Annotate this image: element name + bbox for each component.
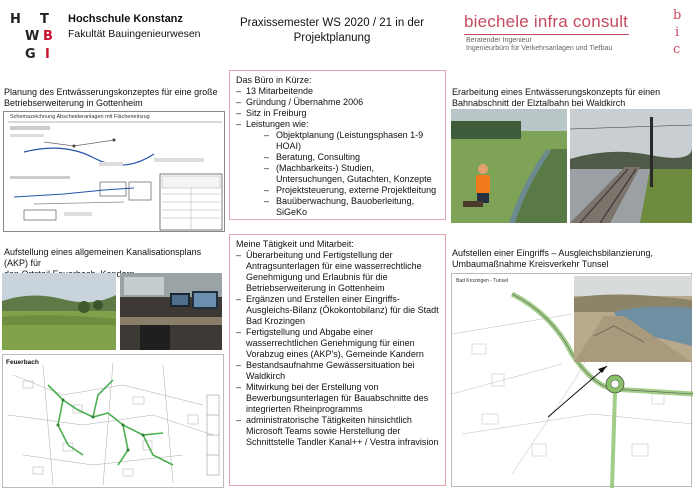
drainage-scheme-plan <box>3 111 225 232</box>
htwg-logo <box>10 12 58 64</box>
list-item: – (Machbarkeits-) Studien, Untersuchungen, Gutachten, Konzepte <box>264 163 439 185</box>
brand-divider <box>464 34 629 35</box>
list-item: – Objektplanung (Leistungsphasen 1-9 HOAI) <box>264 130 439 152</box>
list-item: – Bestandsaufnahme Gewässersituation bei Waldkirch <box>236 360 439 382</box>
my-work-box <box>229 234 446 486</box>
office-photo <box>120 273 222 350</box>
brand-name: biechele infra consult <box>464 12 629 31</box>
page-title <box>232 16 432 46</box>
list-item: – administratorische Tätigkeiten hinsichtlich Microsoft Teams sowie Herstellung der Schnittstelle Tandler Kanal++ / Vestra infravision <box>236 415 439 448</box>
list-item: – Beratung, Consulting <box>264 152 439 163</box>
logo-letter-g: G <box>25 47 36 62</box>
caption-elztalbahn <box>452 87 692 109</box>
office-image <box>120 273 222 350</box>
meadow-photo <box>574 276 692 362</box>
list-item: – Bauüberwachung, Bauoberleitung, SiGeKo <box>264 196 439 218</box>
caption-tunsel <box>452 248 692 270</box>
caption-tunsel-line1: Aufstellen einer Eingriffs – Ausgleichsbilanzierung, <box>452 248 653 258</box>
office-summary-title: Das Büro in Kürze: <box>236 75 312 85</box>
landscape-photo <box>2 273 116 350</box>
railway-photo <box>570 109 692 223</box>
list-item: – 13 Mitarbeitende <box>236 86 439 97</box>
my-work-list <box>236 250 439 448</box>
logo-letter-b: B <box>43 29 53 44</box>
railway-image <box>570 109 692 223</box>
bic-letter-b: b <box>673 8 682 23</box>
landscape-image <box>2 273 116 350</box>
school-name: Hochschule Konstanz <box>68 13 183 25</box>
bic-letter-c: c <box>673 42 681 57</box>
caption-gottenheim <box>4 87 226 109</box>
list-item: – Fertigstellung und Abgabe einer wasserrechtlichen Genehmigung für einen Vorabzug eines (AKP's), Gemeinde Kandern <box>236 327 439 360</box>
my-work-title: Meine Tätigkeit und Mitarbeit: <box>236 239 354 249</box>
caption-feuerbach-line1: Aufstellung eines allgemeinen Kanalisationsplans (AKP) für <box>4 247 202 268</box>
plan-label-tunsel: Bad Krozingen - Tunsel <box>456 278 508 284</box>
office-facts-list <box>236 86 439 130</box>
caption-elztalbahn-line1: Erarbeitung eines Entwässerungskonzepts für einen <box>452 87 661 97</box>
sewer-network-drawing <box>3 355 225 489</box>
list-item: – Gründung / Übernahme 2006 <box>236 97 439 108</box>
title-line-2: Projektplanung <box>293 32 371 44</box>
caption-gottenheim-line2: Betriebserweiterung in Gottenheim <box>4 98 143 108</box>
bic-logo-mark <box>670 8 688 62</box>
logo-letter-w: W <box>25 29 40 44</box>
brand-subtitle-1: Beratender Ingenieur <box>466 37 532 44</box>
list-item: – Sitz in Freiburg <box>236 108 439 119</box>
logo-letter-h: H <box>10 12 21 27</box>
field-survey-image <box>451 109 567 223</box>
list-item: – Mitwirkung bei der Erstellung von Bewerbungsunterlagen für Bauabschnitte des integrierten Rheinprogramms <box>236 382 439 415</box>
brand-subtitle-2: Ingenieurbüro für Verkehrsanlagen und Tiefbau <box>466 45 613 52</box>
title-line-1: Praxissemester WS 2020 / 21 in der <box>239 17 425 29</box>
roundabout-plan <box>451 273 692 487</box>
office-summary-box <box>229 70 446 220</box>
field-survey-photo <box>451 109 567 223</box>
logo-letter-t: T <box>40 12 49 27</box>
scheme-drawing <box>4 112 226 233</box>
caption-tunsel-line2: Umbaumaßnahme Kreisverkehr Tunsel <box>452 259 609 269</box>
caption-feuerbach-line2: Kandern <box>100 269 135 279</box>
services-list <box>264 130 439 218</box>
plan-title: Schemazeichnung Abscheideranlagen mit Flächeneinzug <box>10 114 150 120</box>
map-label-feuerbach: Feuerbach <box>6 359 39 366</box>
logo-letter-i: I <box>45 47 50 62</box>
faculty-name: Fakultät Bauingenieurwesen <box>68 28 201 40</box>
akp-map <box>2 354 224 488</box>
caption-gottenheim-line1: Planung des Entwässerungskonzeptes für eine große <box>4 87 218 97</box>
bic-letter-i: i <box>675 25 680 40</box>
list-item: – Leistungen wie: <box>236 119 439 130</box>
list-item: – Ergänzen und Erstellen einer Eingriffs-Ausgleichs-Bilanz (Ökokontobilanz) für die Stadt Bad Krozingen <box>236 294 439 327</box>
list-item: – Überarbeitung und Fertigstellung der Antragsunterlagen für eine wasserrechtliche Genehmigung und Erlaubnis für die Betriebserweiterung in Gottenheim <box>236 250 439 294</box>
list-item: – Projektsteuerung, externe Projektleitung <box>264 185 439 196</box>
caption-elztalbahn-line2: Bahnabschnitt der Elztalbahn bei Waldkirch <box>452 98 626 108</box>
